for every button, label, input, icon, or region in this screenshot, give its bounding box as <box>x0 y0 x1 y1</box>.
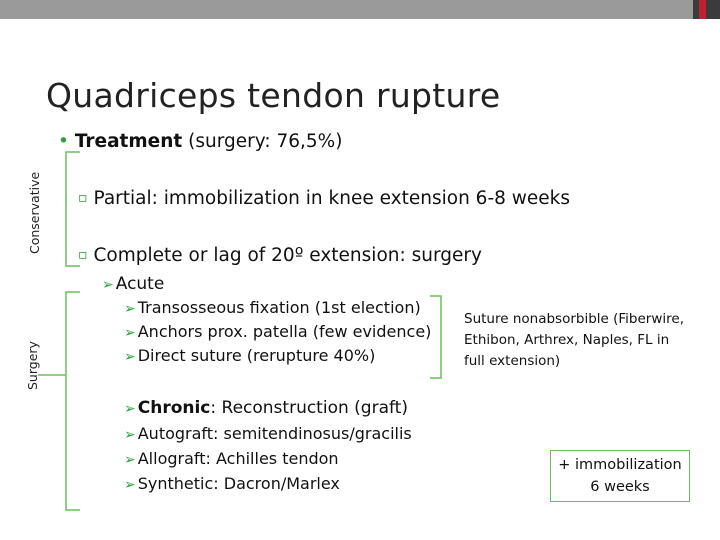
square-bullet-icon: ▫ <box>78 190 88 206</box>
chronic-heading <box>124 398 408 418</box>
suture-note-line: Ethibon, Arthrex, Naples, FL in <box>464 332 670 348</box>
chronic-label: Chronic <box>137 398 211 418</box>
chronic-item-text: Autograft: semitendinosus/gracilis <box>137 424 412 443</box>
immobilization-line: 6 weeks <box>590 479 650 495</box>
acute-label: Acute <box>115 274 165 294</box>
arrow-bullet-icon: ➢ <box>124 301 136 317</box>
square-bullet-icon: ▫ <box>78 247 88 263</box>
acute-item-text: Anchors prox. patella (few evidence) <box>137 322 432 341</box>
arrow-bullet-icon: ➢ <box>124 427 136 443</box>
suture-note-line: full extension) <box>464 353 561 369</box>
chronic-item-text: Allograft: Achilles tendon <box>137 449 339 468</box>
chronic-detail: : Reconstruction (graft) <box>210 398 408 418</box>
immobilization-box <box>550 450 690 502</box>
partial-bullet <box>78 188 570 209</box>
arrow-bullet-icon: ➢ <box>102 277 114 293</box>
bullet-dot: • <box>58 131 69 152</box>
arrow-bullet-icon: ➢ <box>124 452 136 468</box>
acute-heading <box>102 274 164 294</box>
chronic-item-text: Synthetic: Dacron/Marlex <box>137 474 340 493</box>
treatment-detail: (surgery: 76,5%) <box>182 131 343 152</box>
chronic-item <box>124 474 340 493</box>
complete-bullet <box>78 245 482 266</box>
treatment-bullet <box>58 131 342 152</box>
bracket-acute <box>430 296 441 378</box>
arrow-bullet-icon: ➢ <box>124 477 136 493</box>
acute-item <box>124 322 431 341</box>
acute-item <box>124 298 421 317</box>
arrow-bullet-icon: ➢ <box>124 401 136 417</box>
acute-item <box>124 346 375 365</box>
chronic-item <box>124 424 412 443</box>
complete-text: Complete or lag of 20º extension: surgery <box>93 245 482 266</box>
acute-item-text: Direct suture (rerupture 40%) <box>137 346 376 365</box>
suture-note-line: Suture nonabsorbible (Fiberwire, <box>464 311 684 327</box>
bracket-surgery <box>66 292 80 510</box>
immobilization-line: + immobilization <box>558 457 682 473</box>
side-label-surgery: Surgery <box>25 341 40 390</box>
treatment-label: Treatment <box>74 131 183 152</box>
arrow-bullet-icon: ➢ <box>124 349 136 365</box>
chronic-item <box>124 449 339 468</box>
partial-text: Partial: immobilization in knee extension 6-8 weeks <box>93 188 571 209</box>
acute-item-text: Transosseous fixation (1st election) <box>137 298 421 317</box>
slide-title: Quadriceps tendon rupture <box>46 76 501 115</box>
side-label-conservative: Conservative <box>27 171 42 254</box>
suture-note <box>464 309 684 372</box>
arrow-bullet-icon: ➢ <box>124 325 136 341</box>
